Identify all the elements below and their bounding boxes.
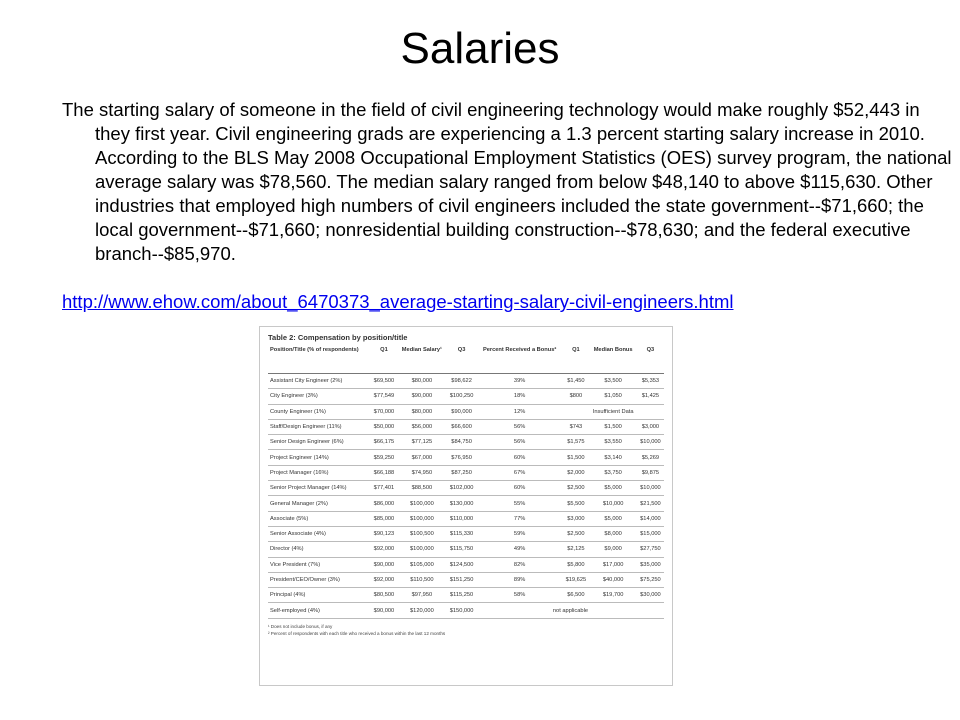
table-cell: $120,000 [398, 603, 447, 618]
table-cell: $75,250 [637, 572, 664, 587]
table-cell: $77,401 [370, 481, 397, 496]
table-row [268, 557, 664, 572]
table-header-row [268, 346, 664, 374]
table-cell: $110,000 [446, 511, 477, 526]
table-cell: $80,500 [370, 588, 397, 603]
table-cell: $743 [562, 419, 589, 434]
table-cell: 89% [477, 572, 562, 587]
table-cell: $1,500 [562, 450, 589, 465]
table-cell: $66,600 [446, 419, 477, 434]
table-cell: 56% [477, 435, 562, 450]
compensation-table-figure [259, 326, 673, 686]
table-cell: $1,450 [562, 374, 589, 389]
table-cell: 49% [477, 542, 562, 557]
table-cell: 18% [477, 389, 562, 404]
table-cell: $3,000 [637, 419, 664, 434]
table-cell: $77,549 [370, 389, 397, 404]
table-cell: not applicable [477, 603, 664, 618]
table-cell: $9,000 [589, 542, 636, 557]
table-cell-position: Project Manager (16%) [268, 465, 370, 480]
table-row [268, 419, 664, 434]
table-cell: $2,000 [562, 465, 589, 480]
table-cell-position: Project Engineer (14%) [268, 450, 370, 465]
table-cell: $88,500 [398, 481, 447, 496]
table-cell: $9,875 [637, 465, 664, 480]
table-cell: $21,500 [637, 496, 664, 511]
header-bonus-q1: Q1 [562, 346, 589, 374]
table-footnotes [268, 623, 664, 637]
table-cell: $80,000 [398, 404, 447, 419]
table-cell: $5,269 [637, 450, 664, 465]
table-cell: $40,000 [589, 572, 636, 587]
table-cell-position: Senior Design Engineer (6%) [268, 435, 370, 450]
table-row [268, 404, 664, 419]
table-cell: $90,000 [370, 603, 397, 618]
table-cell: $5,500 [562, 496, 589, 511]
table-cell: $3,500 [589, 374, 636, 389]
table-row [268, 526, 664, 541]
table-cell-position: Self-employed (4%) [268, 603, 370, 618]
table-cell: $2,125 [562, 542, 589, 557]
table-cell: $87,250 [446, 465, 477, 480]
table-cell: 12% [477, 404, 562, 419]
table-cell-position: City Engineer (3%) [268, 389, 370, 404]
table-row [268, 496, 664, 511]
table-cell: $100,000 [398, 542, 447, 557]
header-salary-q1: Q1 [370, 346, 397, 374]
table-cell: 60% [477, 450, 562, 465]
source-link[interactable]: http://www.ehow.com/about_6470373_average-starting-salary-civil-engineers.html [62, 291, 734, 312]
header-bonus-percent: Percent Received a Bonus² [477, 346, 562, 374]
header-bonus-q3: Q3 [637, 346, 664, 374]
table-row [268, 435, 664, 450]
table-cell: $15,000 [637, 526, 664, 541]
table-cell: $1,425 [637, 389, 664, 404]
table-cell: $5,000 [589, 511, 636, 526]
table-cell: $100,250 [446, 389, 477, 404]
table-cell: $3,000 [562, 511, 589, 526]
table-cell: $90,000 [398, 389, 447, 404]
table-cell: $10,000 [637, 435, 664, 450]
table-cell: $115,330 [446, 526, 477, 541]
table-cell: $100,500 [398, 526, 447, 541]
table-cell: $151,250 [446, 572, 477, 587]
table-cell: $10,000 [637, 481, 664, 496]
table-cell: $5,353 [637, 374, 664, 389]
table-cell: $800 [562, 389, 589, 404]
compensation-table [268, 346, 664, 619]
table-cell: Insufficient Data [562, 404, 664, 419]
table-cell: 59% [477, 526, 562, 541]
table-cell: $90,123 [370, 526, 397, 541]
table-row [268, 542, 664, 557]
table-cell: 67% [477, 465, 562, 480]
slide-title: Salaries [400, 24, 560, 73]
header-salary-q3: Q3 [446, 346, 477, 374]
table-cell: $76,950 [446, 450, 477, 465]
table-row [268, 481, 664, 496]
table-cell-position: General Manager (2%) [268, 496, 370, 511]
table-cell: $70,000 [370, 404, 397, 419]
table-cell-position: Director (4%) [268, 542, 370, 557]
table-cell: $3,750 [589, 465, 636, 480]
table-row [268, 465, 664, 480]
table-cell: $90,000 [446, 404, 477, 419]
table-cell: 56% [477, 419, 562, 434]
table-row [268, 511, 664, 526]
table-cell: $19,625 [562, 572, 589, 587]
table-cell: $124,500 [446, 557, 477, 572]
table-row [268, 374, 664, 389]
table-cell: $66,188 [370, 465, 397, 480]
table-cell: $59,250 [370, 450, 397, 465]
table-cell: $1,050 [589, 389, 636, 404]
table-cell: $84,750 [446, 435, 477, 450]
table-cell: $8,000 [589, 526, 636, 541]
salary-paragraph: The starting salary of someone in the field of civil engineering technology would make roughly $52,443 in they first year. Civil engineering grads are experiencing a 1.3 percent starting salary increase in 2010. According to the BLS May 2008 Occupational Employment Statistics (OES) survey program, the national average salary was $78,560. The median salary ranged from below $48,140 to above $115,630. Other industries that employed high numbers of civil engineers included the state government--$71,660; the local government--$71,660; nonresidential building construction--$78,630; and the federal executive branch--$85,970. [62, 99, 952, 264]
table-cell: 82% [477, 557, 562, 572]
table-cell: $3,140 [589, 450, 636, 465]
table-row [268, 572, 664, 587]
table-cell: $100,000 [398, 496, 447, 511]
table-cell: 55% [477, 496, 562, 511]
table-cell: $6,500 [562, 588, 589, 603]
table-cell: $115,750 [446, 542, 477, 557]
table-cell: $27,750 [637, 542, 664, 557]
table-cell: $92,000 [370, 542, 397, 557]
table-cell: $2,500 [562, 481, 589, 496]
table-title: Table 2: Compensation by position/title [268, 333, 408, 342]
table-row [268, 588, 664, 603]
table-cell: 58% [477, 588, 562, 603]
table-cell: $130,000 [446, 496, 477, 511]
table-cell: $67,000 [398, 450, 447, 465]
table-cell: $90,000 [370, 557, 397, 572]
footnote: ² Percent of respondents with each title who received a bonus within the last 12 months [268, 630, 446, 636]
table-cell-position: Associate (5%) [268, 511, 370, 526]
table-cell-position: Vice President (7%) [268, 557, 370, 572]
table-cell: $17,000 [589, 557, 636, 572]
table-cell: $50,000 [370, 419, 397, 434]
table-cell: $14,000 [637, 511, 664, 526]
table-row [268, 603, 664, 618]
header-position: Position/Title (% of respondents) [268, 346, 370, 374]
table-cell: $56,000 [398, 419, 447, 434]
table-cell-position: Principal (4%) [268, 588, 370, 603]
table-cell: 77% [477, 511, 562, 526]
table-cell-position: Assistant City Engineer (2%) [268, 374, 370, 389]
table-cell: $2,500 [562, 526, 589, 541]
table-cell: $5,000 [589, 481, 636, 496]
table-cell-position: County Engineer (1%) [268, 404, 370, 419]
table-cell-position: President/CEO/Owner (3%) [268, 572, 370, 587]
table-cell: $1,575 [562, 435, 589, 450]
table-cell: $100,000 [398, 511, 447, 526]
table-cell: $92,000 [370, 572, 397, 587]
table-cell: $115,250 [446, 588, 477, 603]
header-median-bonus: Median Bonus [589, 346, 636, 374]
table-cell: $150,000 [446, 603, 477, 618]
table-cell: $98,622 [446, 374, 477, 389]
table-cell: $80,000 [398, 374, 447, 389]
table-cell-position: Staff/Design Engineer (11%) [268, 419, 370, 434]
table-cell: $86,000 [370, 496, 397, 511]
table-cell: $30,000 [637, 588, 664, 603]
table-cell: $3,550 [589, 435, 636, 450]
table-cell: $97,950 [398, 588, 447, 603]
table-cell: $105,000 [398, 557, 447, 572]
table-cell: $66,175 [370, 435, 397, 450]
table-cell: $74,950 [398, 465, 447, 480]
table-cell: $35,000 [637, 557, 664, 572]
table-cell: $1,500 [589, 419, 636, 434]
table-row [268, 450, 664, 465]
table-cell: $69,500 [370, 374, 397, 389]
table-body [268, 374, 664, 619]
header-median-salary: Median Salary¹ [398, 346, 447, 374]
table-cell: $77,125 [398, 435, 447, 450]
table-cell: $10,000 [589, 496, 636, 511]
table-cell-position: Senior Associate (4%) [268, 526, 370, 541]
table-cell: $5,800 [562, 557, 589, 572]
table-cell: $19,700 [589, 588, 636, 603]
table-cell: $110,500 [398, 572, 447, 587]
table-row [268, 389, 664, 404]
footnote: ¹ Does not include bonus, if any [268, 623, 333, 629]
table-cell-position: Senior Project Manager (14%) [268, 481, 370, 496]
table-cell: $85,000 [370, 511, 397, 526]
table-cell: 60% [477, 481, 562, 496]
table-cell: 39% [477, 374, 562, 389]
table-cell: $102,000 [446, 481, 477, 496]
